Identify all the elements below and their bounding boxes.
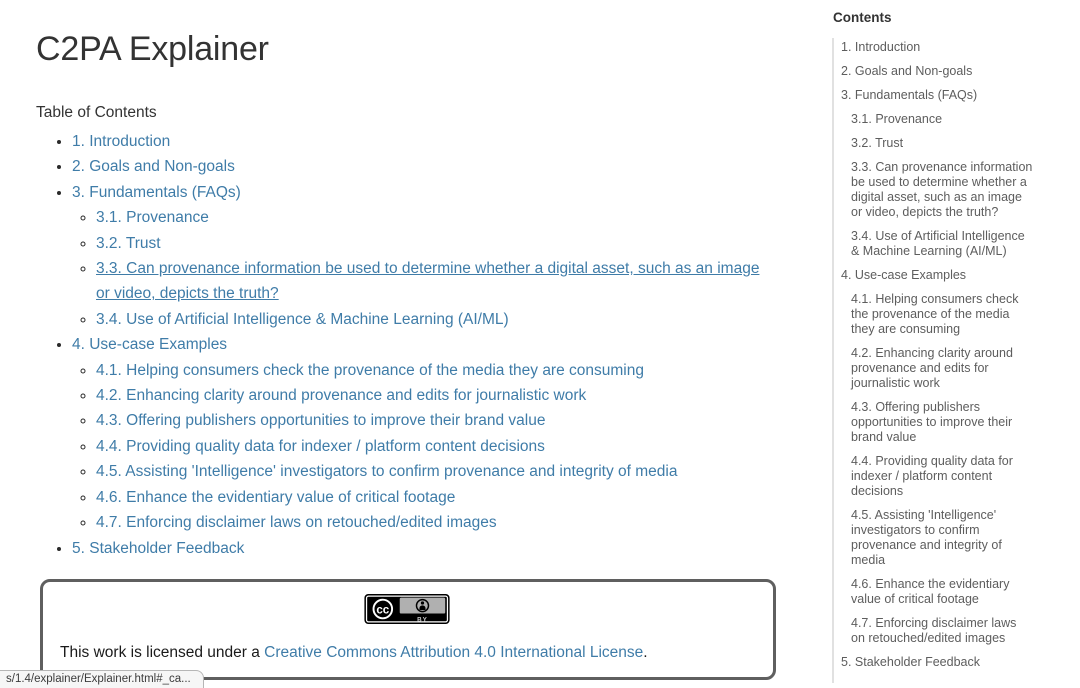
cc-by-badge[interactable]: [361, 594, 453, 624]
toc-item: [72, 332, 762, 535]
sidebar-toc-item: [841, 655, 1033, 670]
sidebar-title: Contents: [833, 10, 892, 25]
sidebar-toc-link[interactable]: 3.1. Provenance: [851, 112, 943, 126]
toc-item: [72, 154, 762, 179]
table-of-contents: [36, 103, 762, 561]
toc-link[interactable]: 4.4. Providing quality data for indexer / platform content decisions: [96, 437, 545, 455]
sidebar-toc-item: [841, 136, 1033, 151]
license-text-before: This work is licensed under a: [60, 643, 265, 661]
attribution-person-icon: [400, 598, 445, 614]
sidebar-toc-item: [841, 346, 1033, 391]
license-box: [40, 579, 776, 680]
sidebar-toc-item: [841, 229, 1033, 259]
sidebar-toc-link[interactable]: 2. Goals and Non-goals: [841, 64, 973, 78]
toc-link[interactable]: 3.2. Trust: [96, 234, 161, 252]
toc-link[interactable]: 3. Fundamentals (FAQs): [72, 183, 241, 201]
toc-link[interactable]: 5. Stakeholder Feedback: [72, 539, 245, 557]
sidebar-toc-link[interactable]: 4.3. Offering publishers opportunities to improve their brand value: [851, 400, 1013, 444]
license-link[interactable]: Creative Commons Attribution 4.0 International License: [264, 643, 644, 661]
sidebar-toc-item: [841, 616, 1033, 646]
toc-item: [96, 485, 762, 510]
sidebar-toc-link[interactable]: 4.6. Enhance the evidentiary value of critical footage: [851, 577, 1010, 606]
svg-text:cc: cc: [376, 603, 390, 617]
toc-item: [96, 256, 762, 307]
toc-item: [72, 180, 762, 332]
toc-item: [72, 129, 762, 154]
toc-item: [96, 383, 762, 408]
license-text: [60, 644, 757, 662]
sidebar-toc-item: [841, 400, 1033, 445]
sidebar-toc-item: [841, 160, 1033, 220]
sidebar-toc-link[interactable]: 4. Use-case Examples: [841, 268, 967, 282]
sidebar-toc-link[interactable]: 4.5. Assisting 'Intelligence' investigators to confirm provenance and integrity of media: [851, 508, 1002, 567]
main-content: [36, 0, 762, 680]
toc-item: [72, 536, 762, 561]
sidebar-toc-link[interactable]: 4.1. Helping consumers check the provenance of the media they are consuming: [851, 292, 1019, 336]
toc-item: [96, 434, 762, 459]
sidebar-toc-list: [832, 38, 1038, 683]
sidebar-toc-item: [841, 112, 1033, 127]
page-title: C2PA Explainer: [36, 30, 269, 68]
toc-title: Table of Contents: [36, 104, 157, 121]
toc-item: [96, 231, 762, 256]
toc-link[interactable]: 4.3. Offering publishers opportunities to improve their brand value: [96, 412, 546, 430]
toc-link[interactable]: 4.1. Helping consumers check the provenance of the media they are consuming: [96, 361, 644, 379]
toc-item: [96, 358, 762, 383]
toc-link[interactable]: 3.3. Can provenance information be used to determine whether a digital asset, such as an image or video, depicts the truth?: [96, 260, 760, 303]
sidebar: [832, 0, 1080, 683]
main-toc-list: [36, 129, 762, 561]
sidebar-toc-item: [841, 577, 1033, 607]
sidebar-toc-link[interactable]: 4.7. Enforcing disclaimer laws on retouched/edited images: [851, 616, 1017, 645]
sidebar-toc-item: [841, 40, 1033, 55]
toc-item: [96, 459, 762, 484]
sidebar-toc-item: [841, 64, 1033, 79]
sidebar-toc-link[interactable]: 4.4. Providing quality data for indexer / platform content decisions: [851, 454, 1013, 498]
sidebar-toc-link[interactable]: 1. Introduction: [841, 40, 921, 54]
toc-link[interactable]: 2. Goals and Non-goals: [72, 158, 235, 176]
sidebar-toc-item: [841, 88, 1033, 103]
sidebar-toc-item: [841, 292, 1033, 337]
sidebar-toc-item: [841, 454, 1033, 499]
sidebar-toc-link[interactable]: 5. Stakeholder Feedback: [841, 655, 980, 669]
sidebar-toc-item: [841, 268, 1033, 283]
badge-by-label: BY: [417, 616, 428, 624]
sidebar-toc-item: [841, 508, 1033, 568]
toc-link[interactable]: 4.5. Assisting 'Intelligence' investigators to confirm provenance and integrity of media: [96, 463, 678, 481]
toc-link[interactable]: 4.7. Enforcing disclaimer laws on retouched/edited images: [96, 514, 497, 532]
toc-item: [96, 510, 762, 535]
toc-link[interactable]: 4. Use-case Examples: [72, 336, 228, 354]
link-status-tooltip: s/1.4/explainer/Explainer.html#_ca...: [0, 670, 204, 688]
toc-link[interactable]: 4.2. Enhancing clarity around provenance and edits for journalistic work: [96, 387, 587, 405]
toc-link[interactable]: 1. Introduction: [72, 133, 171, 150]
toc-link[interactable]: 4.6. Enhance the evidentiary value of critical footage: [96, 488, 456, 506]
toc-link[interactable]: 3.1. Provenance: [96, 209, 209, 227]
toc-link[interactable]: 3.4. Use of Artificial Intelligence & Machine Learning (AI/ML): [96, 310, 509, 328]
sidebar-toc-link[interactable]: 4.2. Enhancing clarity around provenance and edits for journalistic work: [851, 346, 1013, 390]
sidebar-toc-link[interactable]: 3. Fundamentals (FAQs): [841, 88, 978, 102]
license-text-after: .: [643, 643, 648, 661]
sidebar-toc-link[interactable]: 3.2. Trust: [851, 136, 904, 150]
toc-item: [96, 408, 762, 433]
sidebar-toc-link[interactable]: 3.3. Can provenance information be used to determine whether a digital asset, such as an image or video, depicts the truth?: [851, 160, 1033, 219]
toc-item: [96, 307, 762, 332]
toc-item: [96, 205, 762, 230]
sidebar-toc-link[interactable]: 3.4. Use of Artificial Intelligence & Machine Learning (AI/ML): [851, 229, 1025, 258]
